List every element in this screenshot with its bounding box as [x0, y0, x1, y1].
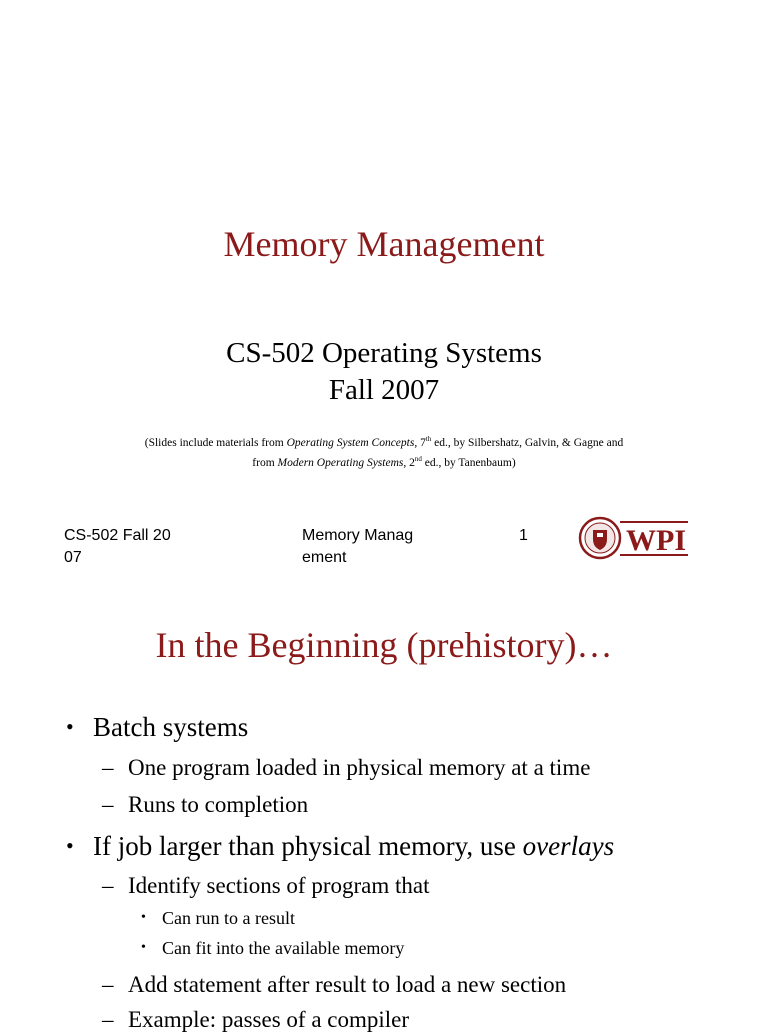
footer-course-line: 07: [64, 549, 82, 566]
credits-text: from: [252, 456, 278, 469]
dash-icon: –: [102, 792, 114, 817]
dash-icon: –: [102, 1007, 114, 1032]
list-item-text: [93, 829, 614, 863]
slide-credits: [90, 431, 678, 471]
bullet-icon: •: [141, 910, 146, 925]
list-item-text: Add statement after result to load a new section: [128, 972, 567, 997]
bullet-icon: •: [66, 833, 74, 858]
course-name: CS-502 Operating Systems: [226, 337, 542, 369]
book-title: Modern Operating Systems: [277, 456, 404, 469]
footer-topic-line: ement: [302, 549, 347, 566]
dash-icon: –: [102, 755, 114, 780]
dash-icon: –: [102, 873, 114, 898]
book-title: Operating System Concepts: [286, 436, 415, 449]
list-item-text: Batch systems: [93, 712, 249, 742]
footer-topic-line: Memory Manag: [302, 527, 414, 544]
logo-text: WPI: [626, 524, 686, 557]
list-item-text: Runs to completion: [128, 792, 309, 817]
emphasis-text: overlays: [522, 831, 615, 861]
page-number: 1: [519, 527, 528, 544]
footer-topic: [302, 525, 452, 569]
list-item-text: One program loaded in physical memory at a time: [128, 755, 591, 780]
credits-text: , 2: [403, 456, 415, 469]
slide-title: Memory Management: [223, 224, 545, 264]
credits-sup: nd: [414, 454, 422, 463]
credits-text: ed., by Silbershatz, Galvin, & Gagne and: [431, 436, 624, 449]
list-item-text-part: If job larger than physical memory, use: [93, 831, 523, 861]
list-item-text: Identify sections of program that: [128, 873, 430, 898]
bullet-icon: •: [141, 940, 146, 955]
course-term: Fall 2007: [328, 374, 440, 406]
slide-title: In the Beginning (prehistory)…: [155, 625, 613, 665]
dash-icon: –: [102, 972, 114, 997]
wpi-logo: [578, 516, 690, 560]
footer-course-line: CS-502 Fall 20: [64, 527, 171, 544]
wpi-seal-icon: [578, 516, 690, 560]
list-item-text: Example: passes of a compiler: [128, 1007, 410, 1032]
list-item-text: Can run to a result: [162, 908, 295, 928]
credits-text: (Slides include materials from: [144, 436, 287, 449]
footer-course: [64, 525, 204, 569]
list-item-text: Can fit into the available memory: [162, 938, 405, 958]
credits-text: , 7: [414, 436, 426, 449]
bullet-icon: •: [66, 714, 74, 739]
credits-sup: th: [425, 435, 432, 443]
slide-subtitle: [0, 335, 768, 409]
credits-text: ed., by Tanenbaum): [421, 456, 516, 469]
